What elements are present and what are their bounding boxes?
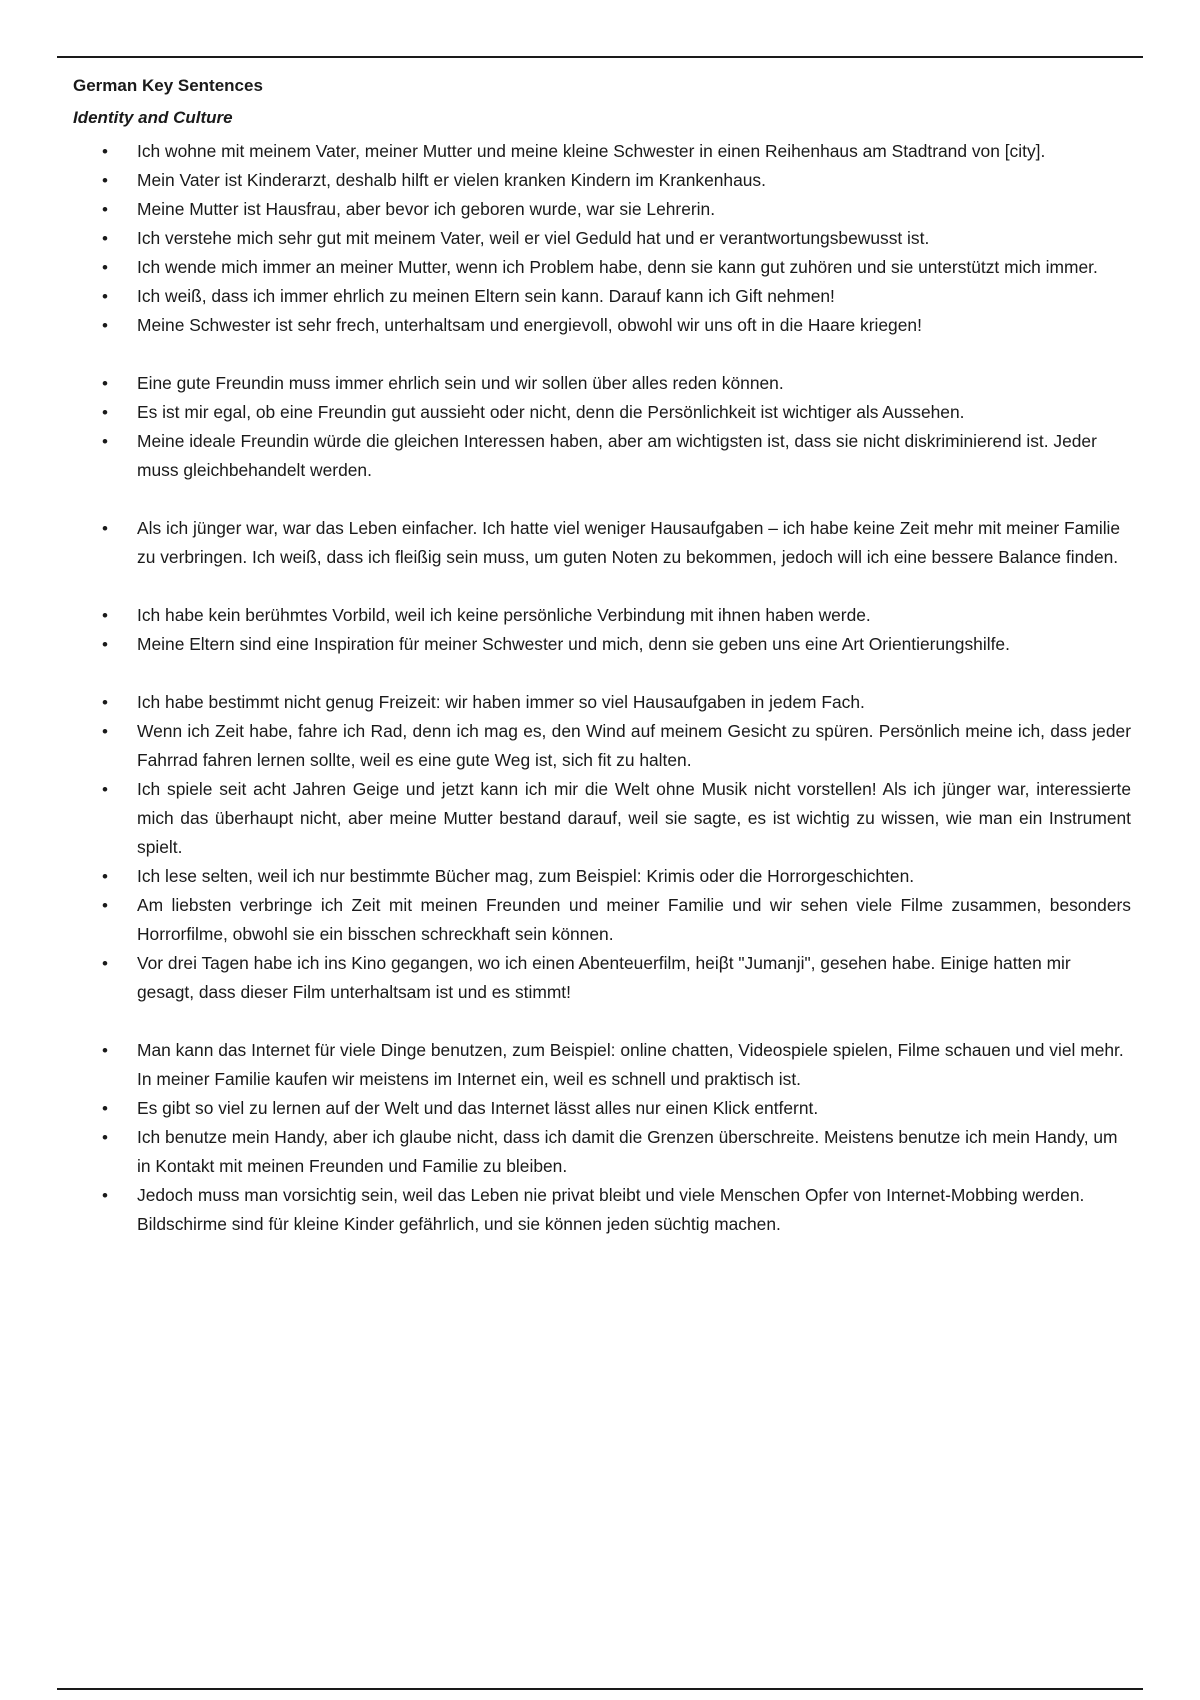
list-item: • Man kann das Internet für viele Dinge benutzen, zum Beispiel: online chatten, Videospiele spielen, Filme schauen und viel mehr. In meiner Familie kaufen wir meistens im Internet ein, weil es schnell und praktisch ist. <box>73 1036 1131 1094</box>
role-models-section <box>73 601 1131 659</box>
list-item: • Vor drei Tagen habe ich ins Kino gegangen, wo ich einen Abenteuerfilm, heiβt "Jumanji", gesehen habe. Einige hatten mir gesagt, dass dieser Film unterhaltsam ist und es stimmt! <box>73 949 1131 1007</box>
list-item: • Es gibt so viel zu lernen auf der Welt und das Internet lässt alles nur einen Klick entfernt. <box>73 1094 1131 1123</box>
document-title: German Key Sentences <box>73 76 263 95</box>
list-item: • Ich wohne mit meinem Vater, meiner Mutter und meine kleine Schwester in einen Reihenhaus am Stadtrand von [city]. <box>73 137 1131 166</box>
list-item: • Jedoch muss man vorsichtig sein, weil das Leben nie privat bleibt und viele Menschen Opfer von Internet-Mobbing werden. Bildschirme sind für kleine Kinder gefährlich, und sie können jeden süchtig machen. <box>73 1181 1131 1239</box>
technology-section <box>73 1036 1131 1239</box>
list-item: • Als ich jünger war, war das Leben einfacher. Ich hatte viel weniger Hausaufgaben – ich habe keine Zeit mehr mit meiner Familie zu verbringen. Ich weiß, dass ich fleißig sein muss, um guten Noten zu bekommen, jedoch will ich eine bessere Balance finden. <box>73 514 1131 572</box>
list-item: • Ich lese selten, weil ich nur bestimmte Bücher mag, zum Beispiel: Krimis oder die Horrorgeschichten. <box>73 862 1131 891</box>
childhood-section <box>73 514 1131 572</box>
list-item: • Mein Vater ist Kinderarzt, deshalb hilft er vielen kranken Kindern im Krankenhaus. <box>73 166 1131 195</box>
list-item: • Wenn ich Zeit habe, fahre ich Rad, denn ich mag es, den Wind auf meinem Gesicht zu spüren. Persönlich meine ich, dass jeder Fahrrad fahren lernen sollte, weil es eine gute Weg ist, sich fit zu halten. <box>73 717 1131 775</box>
free-time-section <box>73 688 1131 1007</box>
list-item: • Ich benutze mein Handy, aber ich glaube nicht, dass ich damit die Grenzen überschreite. Meistens benutze ich mein Handy, um in Kontakt mit meinen Freunden und Familie zu bleiben. <box>73 1123 1131 1181</box>
bottom-rule <box>57 1688 1143 1690</box>
list-item: • Am liebsten verbringe ich Zeit mit meinen Freunden und meiner Familie und wir sehen viele Filme zusammen, besonders Horrorfilme, obwohl sie ein bisschen schreckhaft sein können. <box>73 891 1131 949</box>
list-item: • Ich spiele seit acht Jahren Geige und jetzt kann ich mir die Welt ohne Musik nicht vorstellen! Als ich jünger war, interessierte mich das überhaupt nicht, aber meine Mutter bestand darauf, weil sie sagte, es ist wichtig zu wissen, wie man ein Instrument spielt. <box>73 775 1131 862</box>
list-item: • Meine Eltern sind eine Inspiration für meiner Schwester und mich, denn sie geben uns eine Art Orientierungshilfe. <box>73 630 1131 659</box>
friendship-section <box>73 369 1131 485</box>
list-item: • Ich verstehe mich sehr gut mit meinem Vater, weil er viel Geduld hat und er verantwortungsbewusst ist. <box>73 224 1131 253</box>
list-item: • Meine Schwester ist sehr frech, unterhaltsam und energievoll, obwohl wir uns oft in die Haare kriegen! <box>73 311 1131 340</box>
list-item: • Ich habe kein berühmtes Vorbild, weil ich keine persönliche Verbindung mit ihnen haben werde. <box>73 601 1131 630</box>
list-item: • Eine gute Freundin muss immer ehrlich sein und wir sollen über alles reden können. <box>73 369 1131 398</box>
family-section <box>73 137 1131 340</box>
list-item: • Ich wende mich immer an meiner Mutter, wenn ich Problem habe, denn sie kann gut zuhören und sie unterstützt mich immer. <box>73 253 1131 282</box>
document-body <box>73 73 1131 1239</box>
document-subtitle: Identity and Culture <box>73 108 233 127</box>
list-item: • Ich weiß, dass ich immer ehrlich zu meinen Eltern sein kann. Darauf kann ich Gift nehmen! <box>73 282 1131 311</box>
list-item: • Es ist mir egal, ob eine Freundin gut aussieht oder nicht, denn die Persönlichkeit ist wichtiger als Aussehen. <box>73 398 1131 427</box>
top-rule <box>57 56 1143 58</box>
list-item: • Ich habe bestimmt nicht genug Freizeit: wir haben immer so viel Hausaufgaben in jedem Fach. <box>73 688 1131 717</box>
list-item: • Meine ideale Freundin würde die gleichen Interessen haben, aber am wichtigsten ist, dass sie nicht diskriminierend ist. Jeder muss gleichbehandelt werden. <box>73 427 1131 485</box>
list-item: • Meine Mutter ist Hausfrau, aber bevor ich geboren wurde, war sie Lehrerin. <box>73 195 1131 224</box>
